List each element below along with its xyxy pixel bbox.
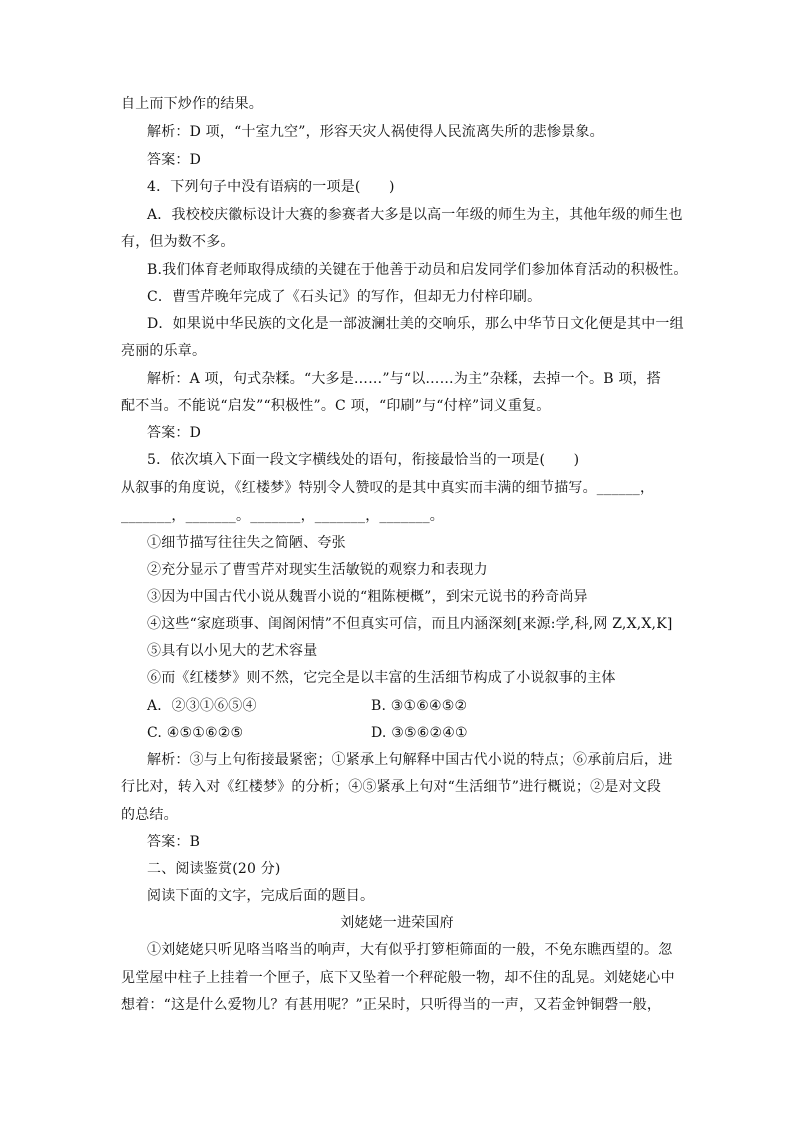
choice-b: B. ③①⑥④⑤② bbox=[371, 698, 468, 714]
analysis-line: 配不当。不能说“启发”“积极性”。C 项，“印刷”与“付梓”词义重复。 bbox=[121, 398, 551, 414]
analysis-line: 解析：D 项，“十室九空”，形容天灾人祸使得人民流离失所的悲惨景象。 bbox=[147, 124, 604, 140]
option-line: D．如果说中华民族的文化是一部波澜壮美的交响乐，那么中华节日文化便是其中一组 bbox=[147, 316, 684, 332]
text-line: 自上而下炒作的结果。 bbox=[121, 96, 263, 112]
sentence-option: ③因为中国古代小说从魏晋小说的“粗陈梗概”，到宋元说书的矜奇尚异 bbox=[147, 589, 588, 605]
choice-c: C. ④⑤①⑥②⑤ bbox=[147, 725, 244, 741]
sentence-option: ①细节描写往往失之简陋、夸张 bbox=[147, 535, 346, 551]
option-line: B.我们体育老师取得成绩的关键在于他善于动员和启发同学们参加体育活动的积极性。 bbox=[147, 262, 688, 278]
blank-line: _______，_______。_______，_______，_______。 bbox=[121, 508, 444, 524]
option-line: 有，但为数不多。 bbox=[121, 234, 235, 250]
question-line: 5．依次填入下面一段文字横线处的语句，衔接最恰当的一项是( ) bbox=[147, 452, 580, 468]
passage-title: 刘姥姥一进荣国府 bbox=[340, 915, 454, 931]
choice-d: D. ③⑤⑥②④① bbox=[371, 725, 468, 741]
sentence-option: ⑥而《红楼梦》则不然，它完全是以丰富的生活细节构成了小说叙事的主体 bbox=[147, 670, 616, 686]
analysis-line: 行比对，转入对《红楼梦》的分析；④⑤紧承上句对“生活细节”进行概说；②是对文段 bbox=[121, 779, 662, 795]
section-heading: 二、阅读鉴赏(20 分) bbox=[147, 861, 281, 877]
passage-line: 想着：“这是什么爱物儿？有甚用呢？”正呆时，只听得当的一声，又若金钟铜磬一般， bbox=[121, 997, 662, 1013]
option-line: C．曹雪芹晚年完成了《石头记》的写作，但却无力付梓印刷。 bbox=[147, 289, 542, 305]
answer-line: 答案：D bbox=[147, 152, 202, 168]
sentence-option: ②充分显示了曹雪芹对现实生活敏锐的观察力和表现力 bbox=[147, 562, 488, 578]
passage-line: 见堂屋中柱子上挂着一个匣子，底下又坠着一个秤砣般一物，却不住的乱晃。刘姥姥心中 bbox=[121, 970, 675, 986]
answer-line: 答案：D bbox=[147, 425, 202, 441]
analysis-line: 的总结。 bbox=[121, 807, 178, 823]
passage-line: 从叙事的角度说，《红楼梦》特别令人赞叹的是其中真实而丰满的细节描写。______， bbox=[121, 480, 655, 496]
passage-line: ①刘姥姥只听见咯当咯当的响声，大有似乎打箩柜筛面的一般，不免东瞧西望的。忽 bbox=[147, 942, 673, 958]
sentence-option: ⑤具有以小见大的艺术容量 bbox=[147, 643, 318, 659]
analysis-line: 解析：A 项，句式杂糅。“大多是……”与“以……为主”杂糅，去掉一个。B 项，搭 bbox=[147, 371, 661, 387]
option-line: A．我校校庆徽标设计大赛的参赛者大多是以高一年级的师生为主，其他年级的师生也 bbox=[147, 207, 683, 223]
question-line: 4．下列句子中没有语病的一项是( ) bbox=[147, 179, 395, 195]
instruction-line: 阅读下面的文字，完成后面的题目。 bbox=[147, 888, 375, 904]
sentence-option: ④这些“家庭琐事、闺阁闲情”不但真实可信，而且内涵深刻[来源:学,科,网 Z,X,X,K] bbox=[147, 616, 673, 632]
option-line: 亮丽的乐章。 bbox=[121, 343, 207, 359]
answer-line: 答案：B bbox=[147, 834, 201, 850]
choice-a: A．②③①⑥⑤④ bbox=[147, 698, 257, 714]
analysis-line: 解析：③与上句衔接最紧密；①紧承上句解释中国古代小说的特点；⑥承前启后，进 bbox=[147, 752, 673, 768]
